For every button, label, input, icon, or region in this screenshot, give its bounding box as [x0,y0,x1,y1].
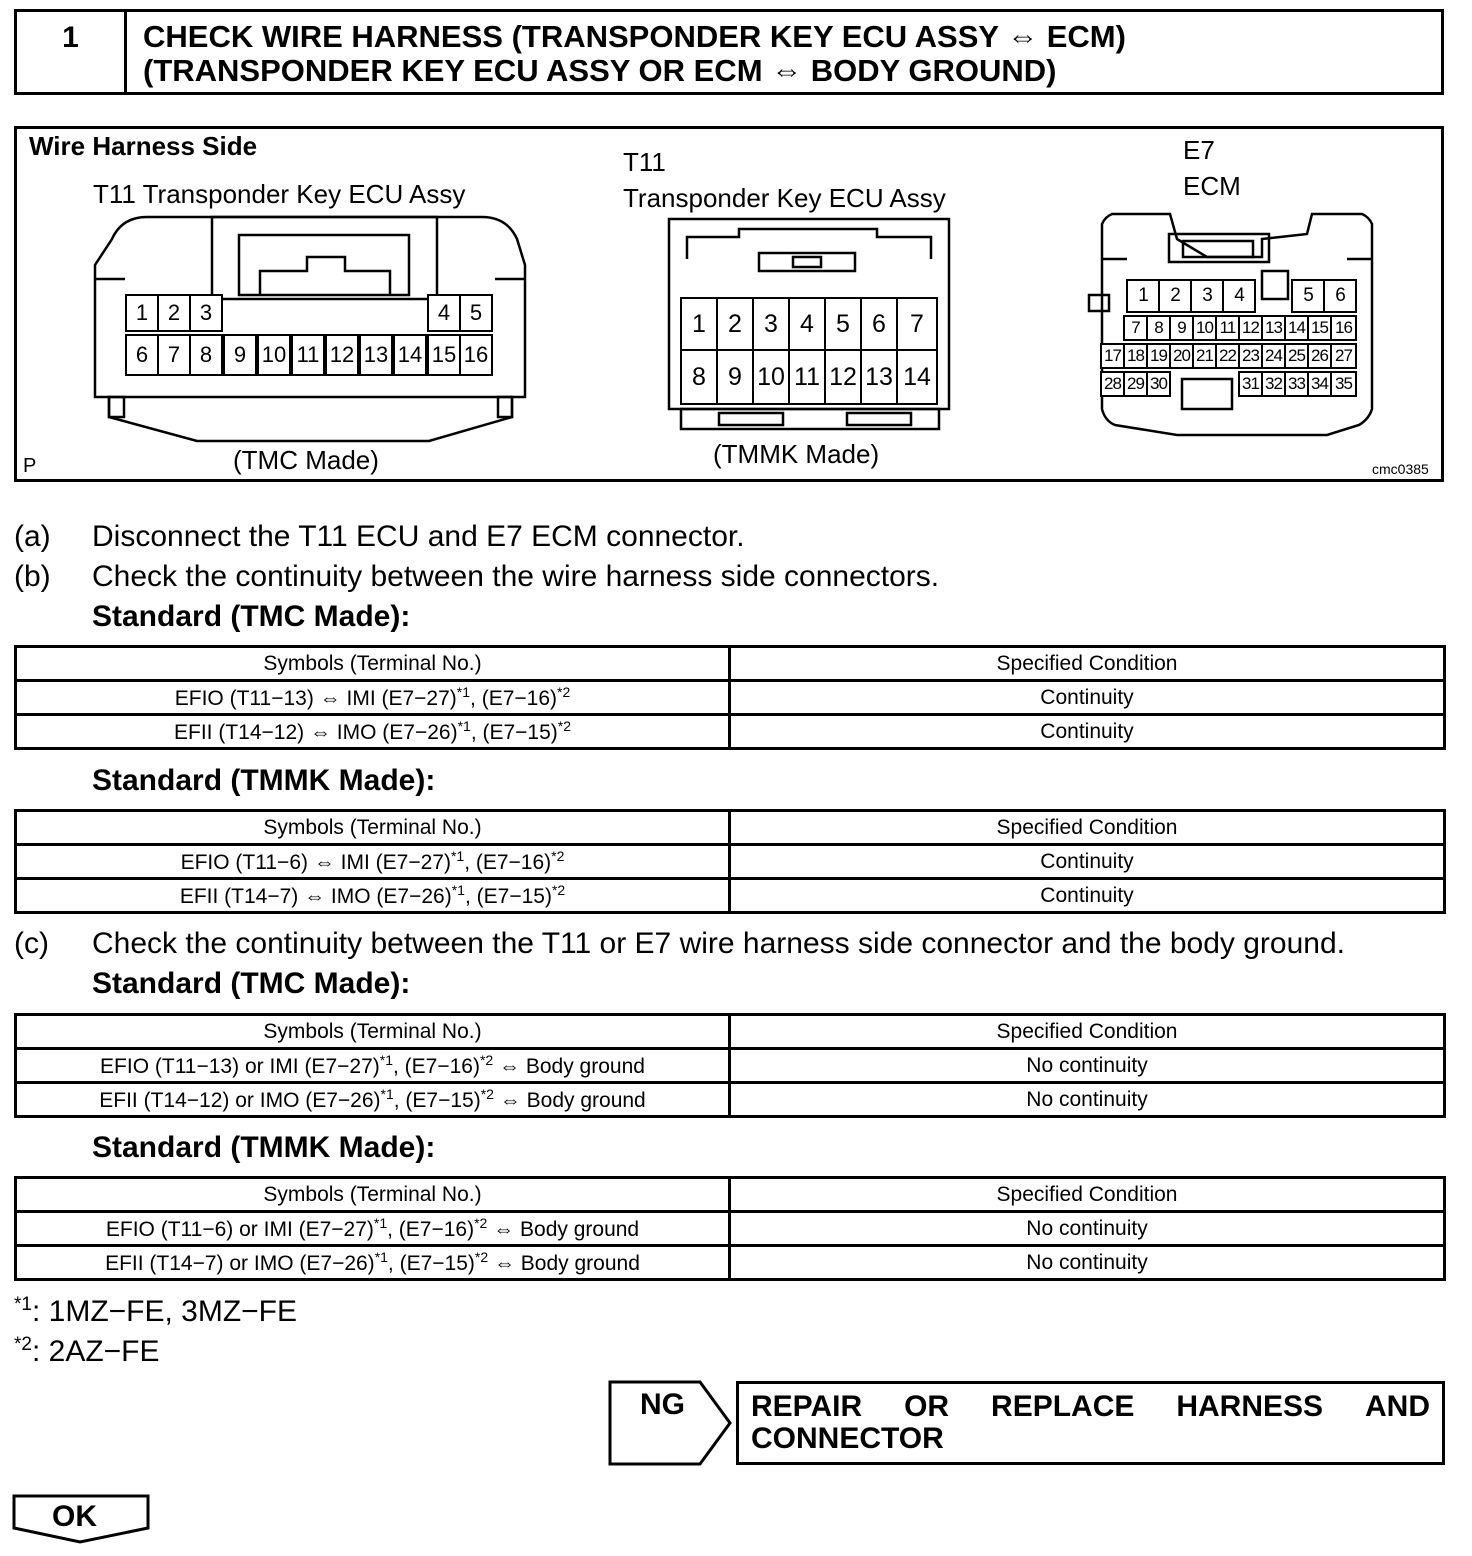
header-condition: Specified Condition [730,1015,1445,1049]
table-row [16,879,1445,913]
tmc-pin: 4 [427,294,461,332]
ecm-pin: 13 [1261,315,1286,341]
ecm-pin: 19 [1146,343,1171,369]
ecm-pin: 35 [1330,371,1357,397]
tmc-pin: 16 [459,334,493,376]
step-b-letter: (b) [14,560,51,593]
ecm-pin: 1 [1126,279,1160,313]
tmmk-pin: 7 [896,297,938,351]
header-symbols: Symbols (Terminal No.) [16,811,730,845]
ecm-pin: 12 [1238,315,1263,341]
standard-tmc-label: Standard (TMC Made): [92,967,411,1000]
table-header-row [16,1015,1445,1049]
header-condition: Specified Condition [730,811,1445,845]
step-number: 1 [17,12,127,92]
step-title-line2: (TRANSPONDER KEY ECU ASSY OR ECM ⇔ BODY GROUND) [143,53,1057,88]
symbols-cell: EFIO (T11−13) ⇔ IMI $(E7-27)^{*1}$, $(E7-16)^{*2}$ [16,681,730,715]
condition-cell: No continuity [730,1083,1445,1117]
ecm-pin: 6 [1323,279,1357,313]
table-header-row [16,1178,1445,1212]
tmc-pin: 15 [427,334,461,376]
ecm-pin: 7 [1123,315,1148,341]
header-condition: Specified Condition [730,1178,1445,1212]
step-b-text: Check the continuity between the wire harness side connectors. [92,560,940,593]
tmmk-pin: 9 [716,349,754,405]
step-a-text: Disconnect the T11 ECU and E7 ECM connector. [92,520,745,553]
table-row [16,1246,1445,1280]
spec-table-tmmk-harness [14,809,1446,914]
ecm-pin: 15 [1307,315,1332,341]
step-c-letter: (c) [14,927,49,960]
footnote-1: $^{*1}$: 1MZ−FE, 3MZ−FE [14,1294,298,1328]
spec-table-tmc-ground [14,1013,1446,1118]
tmc-pin: 5 [459,294,493,332]
symbols-cell: EFII (T14−12) ⇔ IMO $(E7-26)^{*1}$, $(E7-15)^{*2}$ [16,715,730,749]
ecm-pin: 28 [1100,371,1125,397]
ecm-pin: 23 [1238,343,1263,369]
footnote-2: $^{*2}$: 2AZ−FE [14,1334,160,1368]
condition-cell: Continuity [730,845,1445,879]
header-symbols: Symbols (Terminal No.) [16,1178,730,1212]
tmc-pin: 7 [157,334,191,376]
table-row [16,681,1445,715]
condition-cell: No continuity [730,1049,1445,1083]
ecm-pin: 10 [1192,315,1217,341]
table-row [16,715,1445,749]
ecm-pin: 32 [1261,371,1286,397]
ecm-pin: 29 [1123,371,1148,397]
symbols-cell: EFIO (T11−13) or IMI $(E7-27)^{*1}$, $(E7-16)^{*2}$ ⇔ Body ground [16,1049,730,1083]
ng-label: NG [640,1388,685,1421]
spec-table-tmc-harness [14,645,1446,750]
table-row [16,1049,1445,1083]
tmc-pin: 12 [325,334,359,376]
wire-harness-side-label: Wire Harness Side [29,131,258,161]
ecm-pin: 27 [1330,343,1357,369]
ecm-pin: 16 [1330,315,1357,341]
ok-label: OK [52,1500,97,1533]
step-c-text: Check the continuity between the T11 or E7 wire harness side connector and the body ground. [92,927,1345,960]
ecm-pin: 22 [1215,343,1240,369]
ecm-pin: 3 [1190,279,1224,313]
tmmk-pin: 14 [896,349,938,405]
standard-tmc-label: Standard (TMC Made): [92,600,411,633]
ng-action-line1: REPAIR OR REPLACE HARNESS AND [751,1390,1430,1423]
ecm-pin: 34 [1307,371,1332,397]
ng-action-line2: CONNECTOR [751,1422,944,1455]
table-row [16,1212,1445,1246]
table-row [16,845,1445,879]
figure-code: cmc0385 [1372,461,1429,477]
tmc-pin: 11 [291,334,325,376]
ecm-pin: 5 [1291,279,1325,313]
header-symbols: Symbols (Terminal No.) [16,1015,730,1049]
ecm-pin: 14 [1284,315,1309,341]
step-title [143,20,1126,88]
tmc-made-label: (TMC Made) [233,445,379,475]
condition-cell: Continuity [730,681,1445,715]
ecm-pin: 26 [1307,343,1332,369]
tmc-pin: 6 [125,334,159,376]
tmmk-pin: 8 [680,349,718,405]
tmmk-pin: 4 [788,297,826,351]
tmc-pin: 14 [393,334,427,376]
step-header [14,9,1444,95]
tmmk-pin: 12 [824,349,862,405]
ecm-pin: 31 [1238,371,1263,397]
tmc-pin: 8 [189,334,223,376]
condition-cell: No continuity [730,1246,1445,1280]
ecm-pin: 24 [1261,343,1286,369]
header-symbols: Symbols (Terminal No.) [16,647,730,681]
tmc-pin: 1 [125,294,159,332]
ecm-pin: 11 [1215,315,1240,341]
standard-tmmk-label: Standard (TMMK Made): [92,1131,436,1164]
tmmk-pin: 1 [680,297,718,351]
tmc-pin: 13 [359,334,393,376]
tmc-pin: 9 [223,334,257,376]
connector-figure [14,126,1444,482]
ecm-pin: 8 [1146,315,1171,341]
table-row [16,1083,1445,1117]
corner-label-p: P [23,455,37,477]
tmmk-connector-code: T11 [623,147,666,177]
ecm-pin: 33 [1284,371,1309,397]
condition-cell: No continuity [730,1212,1445,1246]
step-a-letter: (a) [14,520,51,553]
tmc-connector-title: T11 Transponder Key ECU Assy [93,179,466,209]
condition-cell: Continuity [730,879,1445,913]
ecm-pin: 20 [1169,343,1194,369]
ecm-connector-title: ECM [1183,171,1241,201]
ecm-pin: 21 [1192,343,1217,369]
ecm-pin: 18 [1123,343,1148,369]
header-condition: Specified Condition [730,647,1445,681]
tmc-pin: 3 [189,294,223,332]
tmmk-pin: 11 [788,349,826,405]
spec-table-tmmk-ground [14,1176,1446,1281]
tmc-pin: 10 [257,334,291,376]
tmmk-pin: 6 [860,297,898,351]
tmmk-pin: 13 [860,349,898,405]
table-header-row [16,811,1445,845]
ecm-pin: 30 [1146,371,1171,397]
symbols-cell: EFII (T14−7) or IMO $(E7-26)^{*1}$, $(E7-15)^{*2}$ ⇔ Body ground [16,1246,730,1280]
symbols-cell: EFIO (T11−6) ⇔ IMI $(E7-27)^{*1}$, $(E7-16)^{*2}$ [16,845,730,879]
ecm-pin: 2 [1158,279,1192,313]
symbols-cell: EFIO (T11−6) or IMI $(E7-27)^{*1}$, $(E7-16)^{*2}$ ⇔ Body ground [16,1212,730,1246]
tmmk-pin: 5 [824,297,862,351]
ecm-pin: 17 [1100,343,1125,369]
tmmk-pin: 3 [752,297,790,351]
ecm-connector-code: E7 [1183,135,1215,165]
condition-cell: Continuity [730,715,1445,749]
ng-result-box [736,1381,1445,1465]
step-title-line1: CHECK WIRE HARNESS (TRANSPONDER KEY ECU ASSY ⇔ ECM) [143,19,1126,54]
tmmk-made-label: (TMMK Made) [713,439,880,469]
tmmk-pin: 10 [752,349,790,405]
symbols-cell: EFII (T14−7) ⇔ IMO $(E7-26)^{*1}$, $(E7-15)^{*2}$ [16,879,730,913]
standard-tmmk-label: Standard (TMMK Made): [92,764,436,797]
ecm-pin: 9 [1169,315,1194,341]
ecm-pin: 4 [1222,279,1256,313]
ecm-pin: 25 [1284,343,1309,369]
tmmk-pin: 2 [716,297,754,351]
tmmk-connector-title: Transponder Key ECU Assy [623,183,946,213]
table-header-row [16,647,1445,681]
symbols-cell: EFII (T14−12) or IMO $(E7-26)^{*1}$, $(E7-15)^{*2}$ ⇔ Body ground [16,1083,730,1117]
tmc-pin: 2 [157,294,191,332]
